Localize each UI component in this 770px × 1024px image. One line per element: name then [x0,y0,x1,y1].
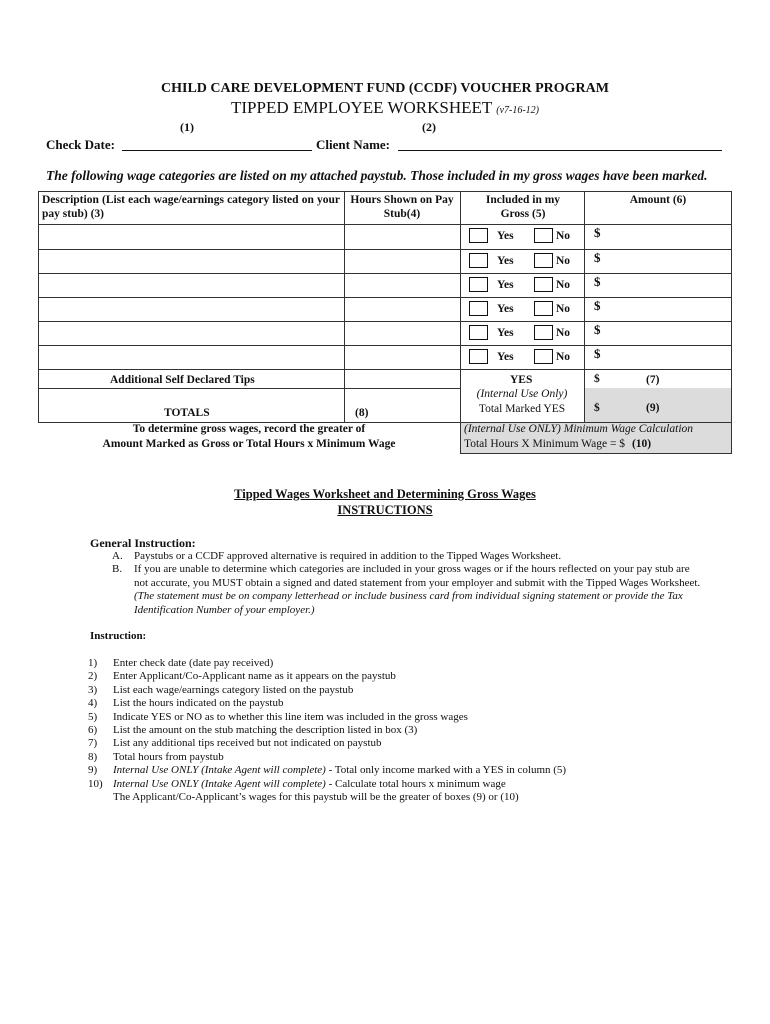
no-checkbox[interactable] [534,228,553,243]
instructions-heading: Tipped Wages Worksheet and Determining Gross Wages [234,487,536,501]
amount-dollar: $ [594,298,601,313]
no-checkbox[interactable] [534,349,553,364]
yes-checkbox[interactable] [469,253,488,268]
instruction-step [88,684,738,697]
total-box-number: (9) [646,402,660,414]
amount-dollar: $ [594,250,601,265]
total-hours-min-wage-label: Total Hours X Minimum Wage = $ (10) [464,438,652,450]
description-cell[interactable] [38,249,344,273]
totals-hours-number: (8) [355,407,369,419]
step-number: 9) [88,764,98,777]
yes-checkbox[interactable] [469,325,488,340]
step-number: 7) [88,737,98,750]
amount-cell[interactable] [606,224,730,248]
step-text: - Calculate total hours x minimum wage [325,777,506,790]
worksheet-subtitle: TIPPED EMPLOYEE WORKSHEET [230,98,492,117]
version-label: (v7-16-12) [496,105,539,116]
step-number: 1) [88,657,98,669]
step-text: List the hours indicated on the paystub [113,697,284,710]
step-number: 6) [88,724,98,737]
tips-label: Additional Self Declared Tips [110,374,255,386]
amount-cell[interactable] [606,249,730,273]
hours-cell[interactable] [345,297,460,321]
wage-table [38,191,732,453]
general-instruction-list [112,550,732,617]
step-text: List each wage/earnings category listed on the paystub [113,683,354,696]
step-text: Total hours from paystub [113,750,224,763]
no-checkbox[interactable] [534,277,553,292]
step-text: Enter check date (date pay received) [113,657,274,669]
no-label: No [556,327,571,339]
description-cell[interactable] [38,345,344,369]
total-marked-yes-label: Total Marked YES [478,403,566,415]
yes-checkbox[interactable] [469,277,488,292]
description-cell[interactable] [38,224,344,248]
instruction-step [88,764,738,777]
check-date-field[interactable] [122,150,312,151]
min-wage-calc-label: (Internal Use ONLY) Minimum Wage Calculation [464,423,694,435]
instruction-step [88,711,738,724]
instruction-step [88,657,738,670]
step-text: List the amount on the stub matching the description listed in box (3) [113,724,418,737]
general-instruction-label: General Instruction: [90,536,196,550]
step-number: 3) [88,683,98,696]
yes-checkbox[interactable] [469,301,488,316]
step-number: 2) [88,670,98,683]
no-label: No [556,255,571,267]
instruction-step [88,751,738,764]
step-text: List any additional tips received but not indicated on paystub [113,737,382,750]
step-number: 5) [88,710,98,723]
form-title: CHILD CARE DEVELOPMENT FUND (CCDF) VOUCHER PROGRAM [161,81,609,96]
hours-cell[interactable] [345,345,460,369]
hours-cell[interactable] [345,224,460,248]
header-description: Description (List each wage/earnings category listed on your pay stub) (3) [42,194,340,220]
client-name-field[interactable] [398,150,722,151]
yes-label: Yes [497,327,514,339]
field-number-1: (1) [180,120,194,134]
instruction-step [88,737,738,750]
intro-statement: The following wage categories are listed on my attached paystub. Those included in my gross wages have been marked. [46,168,708,183]
item-letter: A. [112,550,123,562]
step-text: Indicate YES or NO as to whether this line item was included in the gross wages [113,710,468,723]
general-instruction-item [112,604,732,617]
step-text: Enter Applicant/Co-Applicant name as it appears on the paystub [113,670,396,683]
item-text: Identification Number of your employer.) [134,603,315,616]
no-checkbox[interactable] [534,301,553,316]
instruction-label: Instruction: [90,630,147,642]
instruction-steps-list [88,657,738,804]
yes-checkbox[interactable] [469,228,488,243]
amount-cell[interactable] [606,297,730,321]
totals-label: TOTALS [164,407,210,419]
no-label: No [556,230,571,242]
amount-dollar: $ [594,274,601,289]
yes-label: Yes [497,303,514,315]
no-label: No [556,279,571,291]
instruction-step [88,791,738,804]
yes-label: Yes [497,255,514,267]
instruction-step [88,697,738,710]
total-hours-box-number: (10) [631,438,652,450]
amount-dollar: $ [594,322,601,337]
general-instruction-item [112,550,732,563]
yes-label: Yes [497,351,514,363]
instruction-step [88,724,738,737]
no-label: No [556,351,571,363]
header-hours: Hours Shown on Pay Stub(4) [350,194,454,220]
item-text: If you are unable to determine which categories are included in your gross wages or if the hours reflected on your pay stub are [134,563,690,576]
description-cell[interactable] [38,321,344,345]
general-instruction-item [112,577,732,590]
item-letter: B. [112,563,123,576]
header-included: Included in my Gross (5) [485,194,561,220]
description-cell[interactable] [38,273,344,297]
field-number-2: (2) [422,120,436,134]
step-italic-text: Internal Use ONLY (Intake Agent will complete) [113,777,326,790]
instruction-step [88,778,738,791]
item-text: not accurate, you MUST obtain a signed and dated statement from your employer and submit with the Tipped Wages Worksheet. [134,576,701,589]
amount-cell[interactable] [606,273,730,297]
hours-cell[interactable] [345,249,460,273]
yes-label: Yes [497,230,514,242]
hours-cell[interactable] [345,321,460,345]
instructions-subheading: INSTRUCTIONS [337,503,433,517]
amount-dollar: $ [594,225,601,240]
tips-box-number: (7) [646,374,660,386]
step-number: 4) [88,697,98,710]
step-text: The Applicant/Co-Applicant’s wages for this paystub will be the greater of boxes (9) or (10) [113,791,519,804]
determine-gross-line1: To determine gross wages, record the greater of [132,423,366,435]
tips-dollar: $ [594,373,600,385]
no-checkbox[interactable] [534,325,553,340]
step-italic-text: Internal Use ONLY (Intake Agent will complete) [113,764,326,777]
item-text: Paystubs or a CCDF approved alternative is required in addition to the Tipped Wages Worksheet. [134,550,562,562]
worksheet-title [0,98,770,118]
item-text: (The statement must be on company letterhead or include business card from individual signing statement or provide the Tax [134,590,683,603]
general-instruction-item [112,590,732,603]
step-number: 10) [88,777,103,790]
header-amount: Amount (6) [629,194,687,206]
internal-use-label: (Internal Use Only) [476,388,568,400]
instruction-step [88,670,738,683]
no-label: No [556,303,571,315]
tips-yes: YES [510,374,533,386]
hours-cell[interactable] [345,273,460,297]
amount-dollar: $ [594,346,601,361]
yes-checkbox[interactable] [469,349,488,364]
description-cell[interactable] [38,297,344,321]
general-instruction-item [112,563,732,576]
step-text: - Total only income marked with a YES in column (5) [325,764,567,777]
client-name-label: Client Name: [316,137,391,152]
yes-label: Yes [497,279,514,291]
check-date-label: Check Date: [46,137,115,152]
no-checkbox[interactable] [534,253,553,268]
determine-gross-line2: Amount Marked as Gross or Total Hours x Minimum Wage [102,438,396,450]
total-dollar: $ [594,402,600,414]
step-number: 8) [88,750,98,763]
amount-cell[interactable] [606,345,730,369]
amount-cell[interactable] [606,321,730,345]
